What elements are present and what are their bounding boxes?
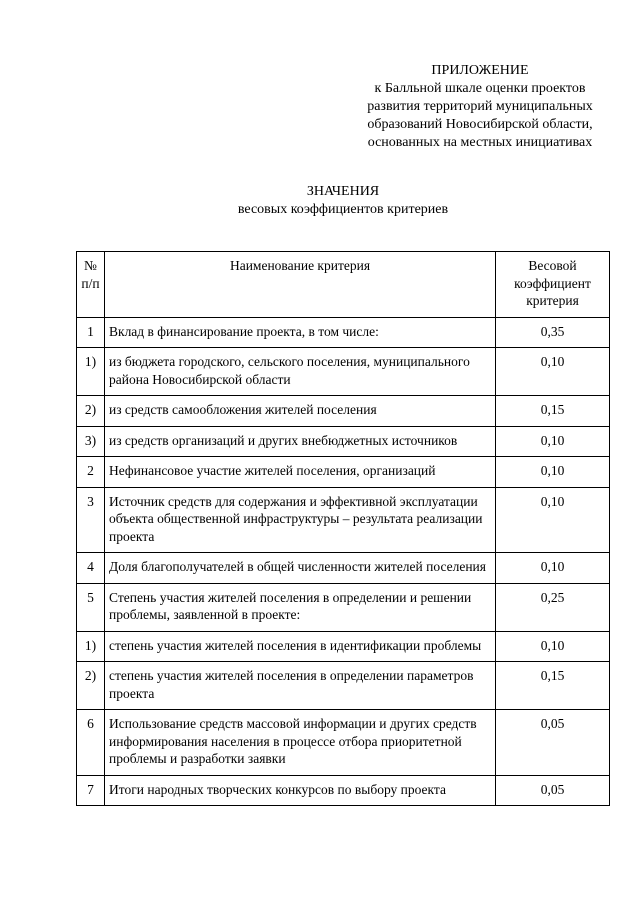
table-row [77, 348, 610, 396]
row-weight: 0,05 [496, 710, 610, 776]
row-name: Источник средств для содержания и эффективной эксплуатации объекта общественной инфраструктуры – результата реализации проекта [105, 487, 496, 553]
table-row [77, 775, 610, 806]
heading-title: ЗНАЧЕНИЯ [306, 184, 380, 199]
row-weight: 0,10 [496, 631, 610, 662]
row-name: Степень участия жителей поселения в определении и решении проблемы, заявленной в проекте: [105, 583, 496, 631]
row-num: 4 [77, 553, 105, 584]
row-name: из средств организаций и других внебюджетных источников [105, 426, 496, 457]
row-num: 6 [77, 710, 105, 776]
row-num: 1) [77, 348, 105, 396]
row-weight: 0,10 [496, 487, 610, 553]
row-num: 3 [77, 487, 105, 553]
row-weight: 0,10 [496, 553, 610, 584]
row-name: из средств самообложения жителей поселения [105, 396, 496, 427]
header-name: Наименование критерия [105, 252, 496, 318]
header-weight: Весовой коэффициент критерия [496, 252, 610, 318]
row-weight: 0,25 [496, 583, 610, 631]
row-name: Нефинансовое участие жителей поселения, организаций [105, 457, 496, 488]
row-weight: 0,15 [496, 396, 610, 427]
row-num: 2 [77, 457, 105, 488]
appendix-block [330, 62, 630, 152]
table-row [77, 426, 610, 457]
table-row [77, 710, 610, 776]
row-weight: 0,10 [496, 348, 610, 396]
appendix-line: образований Новосибирской области, [367, 117, 593, 132]
heading-subtitle: весовых коэффициентов критериев [237, 202, 449, 217]
row-num: 2) [77, 662, 105, 710]
row-weight: 0,10 [496, 457, 610, 488]
row-name: Доля благополучателей в общей численности жителей поселения [105, 553, 496, 584]
row-num: 5 [77, 583, 105, 631]
table-row [77, 553, 610, 584]
appendix-line: к Балльной шкале оценки проектов [374, 81, 586, 96]
criteria-table [76, 251, 610, 806]
table-row [77, 662, 610, 710]
table-row [77, 487, 610, 553]
table-row [77, 457, 610, 488]
row-name: степень участия жителей поселения в определении параметров проекта [105, 662, 496, 710]
row-name: Вклад в финансирование проекта, в том числе: [105, 317, 496, 348]
row-num: 7 [77, 775, 105, 806]
row-num: 1) [77, 631, 105, 662]
table-row [77, 583, 610, 631]
header-num: № п/п [77, 252, 105, 318]
row-num: 1 [77, 317, 105, 348]
row-name: из бюджета городского, сельского поселения, муниципального района Новосибирской области [105, 348, 496, 396]
row-name: Использование средств массовой информации и других средств информирования населения в процессе отбора приоритетной проблемы и разработки заявки [105, 710, 496, 776]
row-weight: 0,10 [496, 426, 610, 457]
row-num: 3) [77, 426, 105, 457]
appendix-line: развития территорий муниципальных [367, 99, 593, 114]
document-heading [0, 183, 640, 219]
row-weight: 0,15 [496, 662, 610, 710]
row-num: 2) [77, 396, 105, 427]
table-row [77, 631, 610, 662]
appendix-title: ПРИЛОЖЕНИЕ [431, 63, 529, 78]
table-row [77, 396, 610, 427]
table-row [77, 317, 610, 348]
row-weight: 0,35 [496, 317, 610, 348]
table-header-row [77, 252, 610, 318]
row-weight: 0,05 [496, 775, 610, 806]
row-name: степень участия жителей поселения в идентификации проблемы [105, 631, 496, 662]
row-name: Итоги народных творческих конкурсов по выбору проекта [105, 775, 496, 806]
appendix-line: основанных на местных инициативах [367, 135, 593, 150]
